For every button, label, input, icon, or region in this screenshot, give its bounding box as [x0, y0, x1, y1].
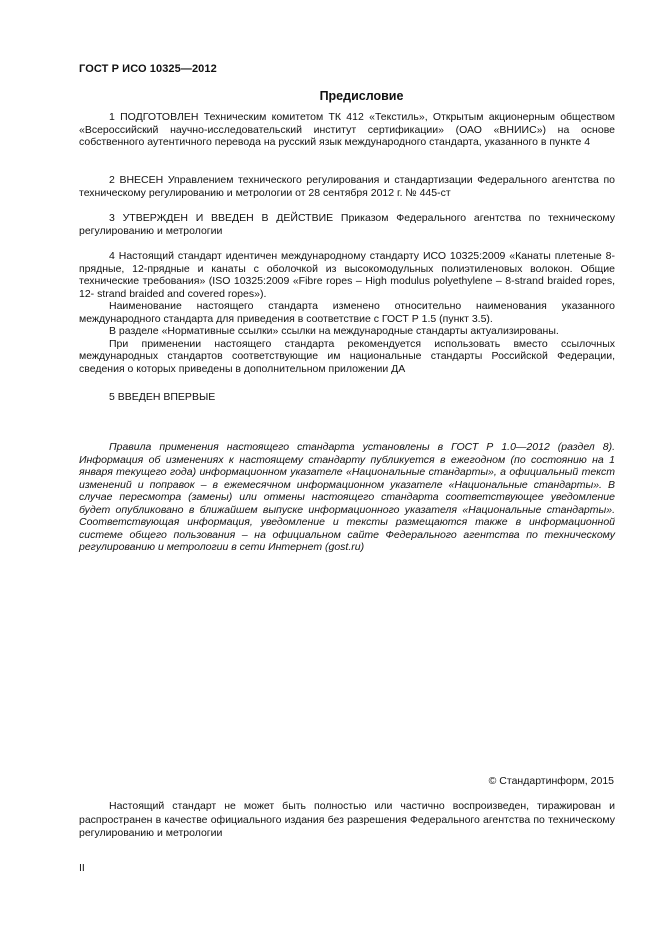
page-title: Предисловие [319, 89, 404, 103]
item-3-text: 3 УТВЕРЖДЕН И ВВЕДЕН В ДЕЙСТВИЕ Приказом Федерального агентства по техническому регулированию и метрологии [79, 212, 615, 237]
item-4-extra-1: Наименование настоящего стандарта изменено относительно наименования указанного международного стандарта для приведения в соответствие с ГОСТ Р 1.5 (пункт 3.5). [79, 300, 615, 325]
standard-code-header: ГОСТ Р ИСО 10325—2012 [79, 63, 217, 75]
item-2 [79, 174, 615, 199]
item-4-text: 4 Настоящий стандарт идентичен международному стандарту ИСО 10325:2009 «Канаты плетеные 8-прядные, 12-прядные и канаты с оболочкой из высокомодульных полиэтиленовых волокон. Общие технические требования» (ISO 10325:2009 «Fibre ropes – High modulus polyethylene – 8-strand braided ropes, 12- strand braided and covered ropes»). [79, 250, 615, 300]
item-3 [79, 212, 615, 237]
item-1 [79, 111, 615, 149]
item-5 [79, 391, 615, 404]
page-number: II [79, 862, 85, 874]
copyright-line: © Стандартинформ, 2015 [488, 775, 614, 787]
item-4-extra-3: При применении настоящего стандарта рекомендуется использовать вместо ссылочных международных стандартов соответствующие им национальные стандарты Российской Федерации, сведения о которых приведены в дополнительном приложении ДА [79, 337, 615, 375]
reproduction-notice-text: Настоящий стандарт не может быть полностью или частично воспроизведен, тиражирован и распространен в качестве официального издания без разрешения Федерального агентства по техническому регулированию и метрологии [79, 800, 615, 839]
reproduction-notice [79, 800, 615, 841]
item-4 [79, 250, 615, 375]
item-1-text: 1 ПОДГОТОВЛЕН Техническим комитетом ТК 412 «Текстиль», Открытым акционерным обществом «Всероссийский научно-исследовательский институт сертификации» (ОАО «ВНИИС») на основе собственного аутентичного перевода на русский язык международного стандарта, указанного в пункте 4 [79, 111, 615, 148]
rules-notice-text: Правила применения настоящего стандарта установлены в ГОСТ Р 1.0—2012 (раздел 8). Информация об изменениях к настоящему стандарту публикуется в ежегодном (по состоянию на 1 января текущего года) информационном указателе «Национальные стандарты», а официальный текст изменений и поправок – в ежемесячном информационном указателе «Национальные стандарты». В случае пересмотра (замены) или отмены настоящего стандарта соответствующее уведомление будет опубликовано в ближайшем выпуске информационного указателя «Национальные стандарты». Соответствующая информация, уведомление и тексты размещаются также в информационной системе общего пользования – на официальном сайте Федерального агентства по техническому регулированию и метрологии в сети Интернет (gost.ru) [79, 441, 615, 553]
item-4-extra-2: В разделе «Нормативные ссылки» ссылки на международные стандарты актуализированы. [109, 325, 559, 337]
item-2-text: 2 ВНЕСЕН Управлением технического регулирования и стандартизации Федерального агентства по техническому регулированию и метрологии от 28 сентября 2012 г. № 445-ст [79, 174, 615, 199]
rules-notice [79, 441, 615, 554]
item-5-text: 5 ВВЕДЕН ВПЕРВЫЕ [109, 391, 216, 403]
